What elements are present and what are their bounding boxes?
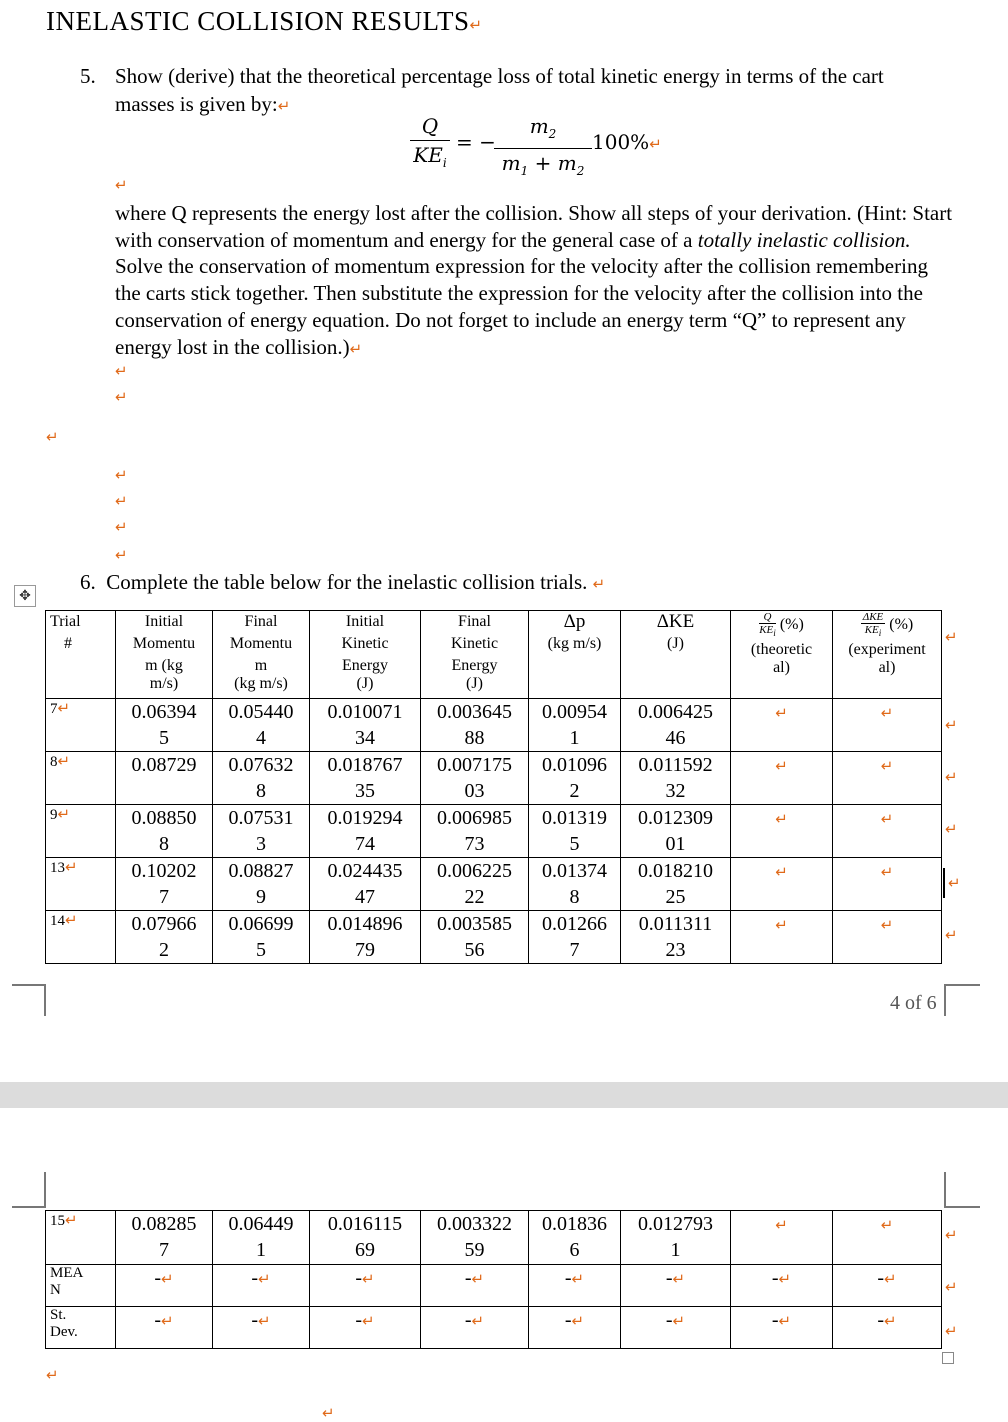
header-final-ke: Final Kinetic Energy (J) [421,611,529,699]
header-experimental-percent: $\frac{\text{ΔKE}}{KE_i}$ (%) (experiment al) [833,611,942,699]
experimental-percent-cell[interactable]: ↵ [833,699,942,752]
formula-lhs-numerator: Q [421,114,439,138]
final-ke-cell: 0.003322 59 [421,1211,529,1265]
page-title: INELASTIC COLLISION RESULTS↵ [46,6,483,36]
theoretical-percent-cell[interactable]: ↵ [731,1211,833,1265]
table-row [46,805,942,858]
initial-ke-cell: 0.019294 74 [310,805,421,858]
derivation-hint: where Q represents the energy lost after the collision. Show all steps of your derivation. (Hint: Start with conservation of momentum and energy for the general case of a totally inelastic collision. Solve the conservation of momentum expression for the velocity after the collision remembering the carts stick together. Then substitute the expression for the velocity after the collision into the conservation of energy equation. Do not forget to include an energy term “Q” to represent any energy lost in the collision.)↵ [115,201,953,359]
header-initial-momentum: Initial Momentu m (kg m/s) [116,611,213,699]
final-momentum-cell: 0.07632 8 [213,752,310,805]
experimental-percent-cell[interactable]: ↵ [833,805,942,858]
final-momentum-cell: 0.05440 4 [213,699,310,752]
table-row [46,699,942,752]
formula-rhs-denominator: $m_1 + m_2$ [494,148,592,185]
stdev-row-final-momentum-cell[interactable]: -↵ [213,1307,310,1349]
experimental-percent-cell[interactable]: ↵ [833,858,942,911]
formula-rhs-numerator: $m_2$ [529,114,557,141]
final-ke-cell: 0.006985 73 [421,805,529,858]
mean-row-initial-momentum-cell[interactable]: -↵ [116,1265,213,1307]
stdev-row-theoretical-percent-cell[interactable]: -↵ [731,1307,833,1349]
question-6: 6. Complete the table below for the inelastic collision trials. ↵ [80,570,606,594]
mean-row [46,1265,942,1307]
table-header-row [46,611,942,699]
delta-p-cell: 0.00954 1 [529,699,621,752]
initial-ke-cell: 0.016115 69 [310,1211,421,1265]
delta-ke-cell: 0.012309 01 [621,805,731,858]
header-final-momentum: Final Momentu m (kg m/s) [213,611,310,699]
header-delta-ke: ΔKE (J) [621,611,731,699]
theoretical-percent-cell[interactable]: ↵ [731,752,833,805]
initial-momentum-cell: 0.08850 8 [116,805,213,858]
question-5-text: Show (derive) that the theoretical percentage loss of total kinetic energy in terms of the cart masses is given by:↵ [115,64,884,116]
final-ke-cell: 0.003585 56 [421,911,529,964]
mean-row-delta-p-cell[interactable]: -↵ [529,1265,621,1307]
header-theoretical-percent: $\frac{Q}{KE_i}$ (%) (theoretic al) [731,611,833,699]
stdev-row-label: St. Dev. [46,1307,116,1349]
initial-momentum-cell: 0.08729 [116,752,213,805]
initial-ke-cell: 0.024435 47 [310,858,421,911]
stdev-row-initial-momentum-cell[interactable]: -↵ [116,1307,213,1349]
page-gap [0,1082,1008,1108]
experimental-percent-cell[interactable]: ↵ [833,752,942,805]
trial-number: 9↵ [46,805,116,858]
delta-ke-cell: 0.012793 1 [621,1211,731,1265]
collision-results-table-continued [45,1210,942,1349]
stdev-row [46,1307,942,1349]
theoretical-percent-cell[interactable]: ↵ [731,805,833,858]
experimental-percent-cell[interactable]: ↵ [833,911,942,964]
initial-momentum-cell: 0.10202 7 [116,858,213,911]
trial-number: 13↵ [46,858,116,911]
experimental-percent-cell[interactable]: ↵ [833,1211,942,1265]
final-ke-cell: 0.003645 88 [421,699,529,752]
mean-row-delta-ke-cell[interactable]: -↵ [621,1265,731,1307]
final-momentum-cell: 0.08827 9 [213,858,310,911]
mean-row-label: MEA N [46,1265,116,1307]
header-initial-ke: Initial Kinetic Energy (J) [310,611,421,699]
delta-ke-cell: 0.011311 23 [621,911,731,964]
stdev-row-initial-ke-cell[interactable]: -↵ [310,1307,421,1349]
final-momentum-cell: 0.06699 5 [213,911,310,964]
collision-results-table [45,610,942,964]
trial-number: 15↵ [46,1211,116,1265]
stdev-row-delta-ke-cell[interactable]: -↵ [621,1307,731,1349]
initial-ke-cell: 0.018767 35 [310,752,421,805]
mean-row-final-ke-cell[interactable]: -↵ [421,1265,529,1307]
initial-momentum-cell: 0.06394 5 [116,699,213,752]
delta-p-cell: 0.01836 6 [529,1211,621,1265]
mean-row-experimental-percent-cell[interactable]: -↵ [833,1265,942,1307]
delta-ke-cell: 0.006425 46 [621,699,731,752]
initial-momentum-cell: 0.07966 2 [116,911,213,964]
initial-ke-cell: 0.010071 34 [310,699,421,752]
final-momentum-cell: 0.07531 3 [213,805,310,858]
theoretical-percent-cell[interactable]: ↵ [731,699,833,752]
theoretical-percent-cell[interactable]: ↵ [731,858,833,911]
question-5-number: 5. [80,64,96,88]
stdev-row-final-ke-cell[interactable]: -↵ [421,1307,529,1349]
final-ke-cell: 0.006225 22 [421,858,529,911]
mean-row-initial-ke-cell[interactable]: -↵ [310,1265,421,1307]
header-delta-p: Δp (kg m/s) [529,611,621,699]
delta-p-cell: 0.01096 2 [529,752,621,805]
stdev-row-experimental-percent-cell[interactable]: -↵ [833,1307,942,1349]
formula-lhs-denominator: $KE_i$ [410,140,450,177]
trial-number: 7↵ [46,699,116,752]
delta-ke-cell: 0.018210 25 [621,858,731,911]
final-momentum-cell: 0.06449 1 [213,1211,310,1265]
formula-equals: = − [456,130,496,154]
table-row [46,1211,942,1265]
trial-number: 8↵ [46,752,116,805]
trial-number: 14↵ [46,911,116,964]
mean-row-final-momentum-cell[interactable]: -↵ [213,1265,310,1307]
header-trial: Trial # [46,611,116,699]
mean-row-theoretical-percent-cell[interactable]: -↵ [731,1265,833,1307]
question-6-number: 6. [80,570,96,594]
kinetic-energy-loss-formula [410,112,710,178]
theoretical-percent-cell[interactable]: ↵ [731,911,833,964]
delta-p-cell: 0.01319 5 [529,805,621,858]
page-number: 4 of 6 [890,992,937,1014]
delta-p-cell: 0.01374 8 [529,858,621,911]
table-move-handle[interactable]: ✥ [14,585,36,607]
table-row [46,858,942,911]
question-6-text: Complete the table below for the inelastic collision trials. [106,570,588,594]
table-body-continued [46,1211,942,1349]
formula-percent: 100%↵ [592,130,662,154]
table-body [46,699,942,964]
table-row [46,752,942,805]
initial-momentum-cell: 0.08285 7 [116,1211,213,1265]
final-ke-cell: 0.007175 03 [421,752,529,805]
initial-ke-cell: 0.014896 79 [310,911,421,964]
delta-p-cell: 0.01266 7 [529,911,621,964]
table-row [46,911,942,964]
delta-ke-cell: 0.011592 32 [621,752,731,805]
stdev-row-delta-p-cell[interactable]: -↵ [529,1307,621,1349]
